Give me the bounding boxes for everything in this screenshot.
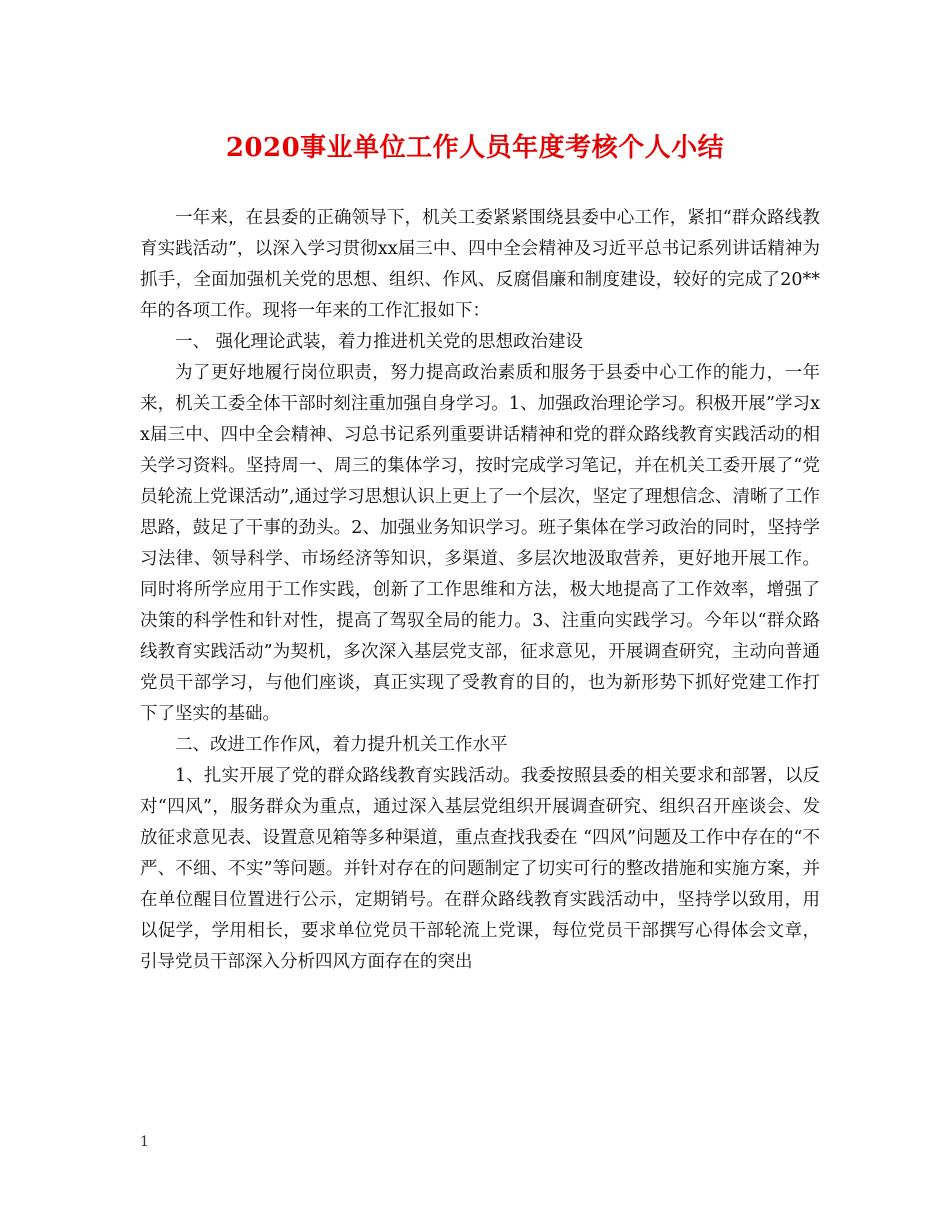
section-heading-1: 一、 强化理论武装，着力推进机关党的思想政治建设 <box>175 332 584 352</box>
paragraph-section-1: 为了更好地履行岗位职责，努力提高政治素质和服务于县委中心工作的能力，一年来，机关工委全体干部时刻注重加强自身学习。1、加强政治理论学习。积极开展”学习xx届三中、四中全会精神、习总书记系列重要讲话精神和党的群众路线教育实践活动的相关学习资料。坚持周一、周三的集体学习，按时完成学习笔记，并在机关工委开展了“党员轮流上党课活动”,通过学习思想认识上更上了一个层次，坚定了理想信念、清晰了工作思路，鼓足了干事的劲头。2、加强业务知识学习。班子集体在学习政治的同时，坚持学习法律、领导科学、市场经济等知识，多渠道、多层次地汲取营养，更好地开展工作。同时将所学应用于工作实践，创新了工作思维和方法，极大地提高了工作效率，增强了决策的科学性和针对性，提高了驾驭全局的能力。3、注重向实践学习。今年以“群众路线教育实践活动”为契机，多次深入基层党支部，征求意见，开展调查研究，主动向普通党员干部学习，与他们座谈，真正实现了受教育的目的，也为新形势下抓好党建工作打下了坚实的基础。 <box>140 363 820 724</box>
section-heading-2: 二、改进工作作风，着力提升机关工作水平 <box>175 735 508 755</box>
page-number: 1 <box>140 1134 149 1150</box>
document-title: 2020事业单位工作人员年度考核个人小结 <box>225 133 725 163</box>
paragraph-section-2: 1、扎实开展了党的群众路线教育实践活动。我委按照县委的相关要求和部署，以反对“四风”，服务群众为重点，通过深入基层党组织开展调查研究、组织召开座谈会、发放征求意见表、设置意见箱等多种渠道，重点查找我委在 “四风”问题及工作中存在的“不严、不细、不实”等问题。并针对存在的问题制定了切实可行的整改措施和实施方案，并在单位醒目位置进行公示，定期销号。在群众路线教育实践活动中，坚持学以致用，用以促学，学用相长，要求单位党员干部轮流上党课，每位党员干部撰写心得体会文章，引导党员干部深入分析四风方面存在的突出 <box>140 766 820 972</box>
paragraph-intro: 一年来，在县委的正确领导下，机关工委紧紧围绕县委中心工作，紧扣“群众路线教育实践活动”，以深入学习贯彻xx届三中、四中全会精神及习近平总书记系列讲话精神为抓手，全面加强机关党的思想、组织、作风、反腐倡廉和制度建设，较好的完成了20**年的各项工作。现将一年来的工作汇报如下： <box>140 208 820 321</box>
document-body <box>140 203 820 978</box>
